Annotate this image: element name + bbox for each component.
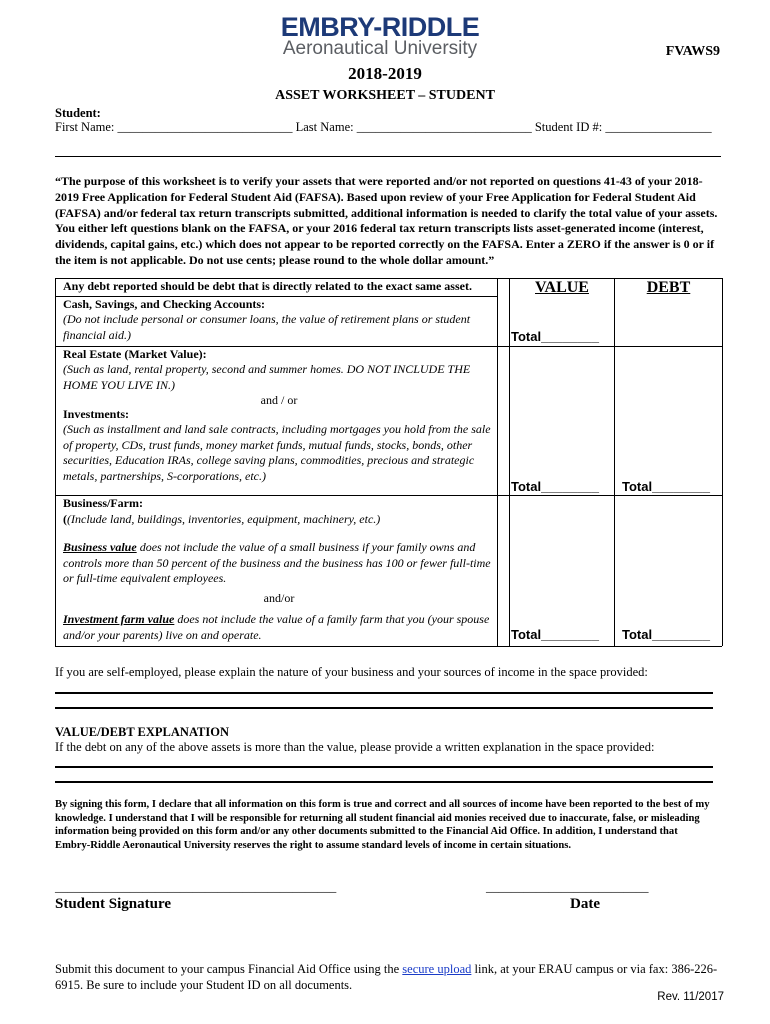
business-value-term: Business value xyxy=(63,540,137,554)
business-debt-total[interactable]: Total________ xyxy=(622,627,710,642)
revision-date: Rev. 11/2017 xyxy=(657,991,724,1003)
business-title: Business/Farm: xyxy=(63,496,144,510)
self-employed-prompt: If you are self-employed, please explain the nature of your business and your sources of income in the space provided: xyxy=(55,665,648,679)
business-note: ((Include land, buildings, inventories, equipment, machinery, etc.) xyxy=(63,512,381,526)
realestate-debt-total[interactable]: Total________ xyxy=(622,479,710,494)
divider xyxy=(55,156,721,157)
student-name-fields[interactable]: First Name: ____________________________ Last Name: ____________________________ Student ID #: _________________ xyxy=(55,120,712,134)
business-value-text: does not include the value of a small business if your family owns and controls more than 50 percent of the business and the business has 100 or fewer full-time or full-time equivalent employees. xyxy=(63,540,491,585)
table-col-divider xyxy=(497,278,498,646)
date-line[interactable]: __________________________ xyxy=(486,880,649,894)
table-col-divider xyxy=(614,278,615,646)
table-border-right xyxy=(722,278,723,646)
student-label: Student: xyxy=(55,106,101,120)
table-border-bottom xyxy=(55,646,722,647)
realestate-title: Real Estate (Market Value): xyxy=(63,347,207,361)
date-label: Date xyxy=(570,896,600,912)
logo-wordmark: EMBRY-RIDDLE xyxy=(280,12,480,42)
cash-value-total[interactable]: Total________ xyxy=(511,329,599,344)
page-title: ASSET WORKSHEET – STUDENT xyxy=(275,88,495,103)
business-value-total[interactable]: Total________ xyxy=(511,627,599,642)
cash-title: Cash, Savings, and Checking Accounts: xyxy=(63,297,266,311)
farm-value-text: does not include the value of a family farm that you (your spouse and/or your parents) live on and operate. xyxy=(63,612,490,642)
and-or-separator: and/or xyxy=(263,591,295,605)
explanation-title: VALUE/DEBT EXPLANATION xyxy=(55,725,229,739)
table-border-left xyxy=(55,278,56,646)
column-header-value: VALUE xyxy=(535,279,589,296)
business-note-text: (Include land, buildings, inventories, equipment, machinery, etc.) xyxy=(67,512,381,526)
farm-value-term: Investment farm value xyxy=(63,612,175,626)
logo-subtitle: Aeronautical University xyxy=(282,38,478,59)
secure-upload-link[interactable]: secure upload xyxy=(402,962,472,976)
table-col-divider xyxy=(509,278,510,646)
explanation-answer-line-1[interactable] xyxy=(55,766,713,768)
declaration-text: By signing this form, I declare that all information on this form is true and correct and all sources of income have been reported to the best of my knowledge. I understand that I will be responsible for returning all student financial aid monies received due to inaccurate, false, or misleading information being provided on this form and/or any other documents submitted to the Financial Aid Office. In addition, I understand that Embry-Riddle Aeronautical University reserves the right to assume standard levels of income in certain situations. xyxy=(55,799,710,851)
submit-text-before: Submit this document to your campus Financial Aid Office using the xyxy=(55,962,403,976)
form-code: FVAWS9 xyxy=(665,44,720,59)
explanation-prompt: If the debt on any of the above assets is more than the value, please provide a written explanation in the space provided: xyxy=(55,740,655,754)
cash-note: (Do not include personal or consumer loans, the value of retirement plans or student financial aid.) xyxy=(63,312,471,342)
and-or-separator: and / or xyxy=(260,393,298,407)
investments-title: Investments: xyxy=(63,407,129,421)
signature-line[interactable]: _____________________________________________ xyxy=(55,880,337,894)
investments-note: (Such as installment and land sale contracts, including mortgages you hold from the sale of property, CDs, trust funds, money market funds, mutual funds, stocks, bonds, other securities, Education IRAs, college saving plans, commodities, precious and strategic metals, partnerships, S-corporations, etc.) xyxy=(63,422,491,483)
submit-instructions xyxy=(55,961,727,993)
self-employed-answer-line-1[interactable] xyxy=(55,692,713,694)
form-year: 2018-2019 xyxy=(348,64,422,83)
farm-value-desc xyxy=(63,612,495,643)
self-employed-answer-line-2[interactable] xyxy=(55,707,713,709)
realestate-value-total[interactable]: Total________ xyxy=(511,479,599,494)
explanation-answer-line-2[interactable] xyxy=(55,781,713,783)
business-value-desc xyxy=(63,540,495,587)
student-signature-label: Student Signature xyxy=(55,896,172,912)
purpose-statement: “The purpose of this worksheet is to verify your assets that were reported and/or not reported on questions 41-43 of your 2018-2019 Free Application for Federal Student Aid (FAFSA). Based upon review of your Free Application for Federal Student Aid (FAFSA) and/or federal tax return transcripts submitted, additional information is needed to clarify the total value of your assets. You either left questions blank on the FAFSA, or your 2016 federal tax return transcripts lists asset-generated income (interest, dividends, capital gains, etc.) which does not appear to be reported correctly on the FAFSA. Enter a ZERO if the answer is 0 or if the item is not applicable. Do not use cents; please round to the whole dollar amount.” xyxy=(55,174,718,267)
table-header-note: Any debt reported should be debt that is directly related to the exact same asset. xyxy=(63,279,472,293)
column-header-debt: DEBT xyxy=(646,279,691,296)
submit-text-after: link, at your ERAU campus or via fax: 386-226-6915. Be sure to include your Student ID on all documents. xyxy=(55,962,718,992)
realestate-note: (Such as land, rental property, second and summer homes. DO NOT INCLUDE THE HOME YOU LIVE IN.) xyxy=(63,362,471,392)
